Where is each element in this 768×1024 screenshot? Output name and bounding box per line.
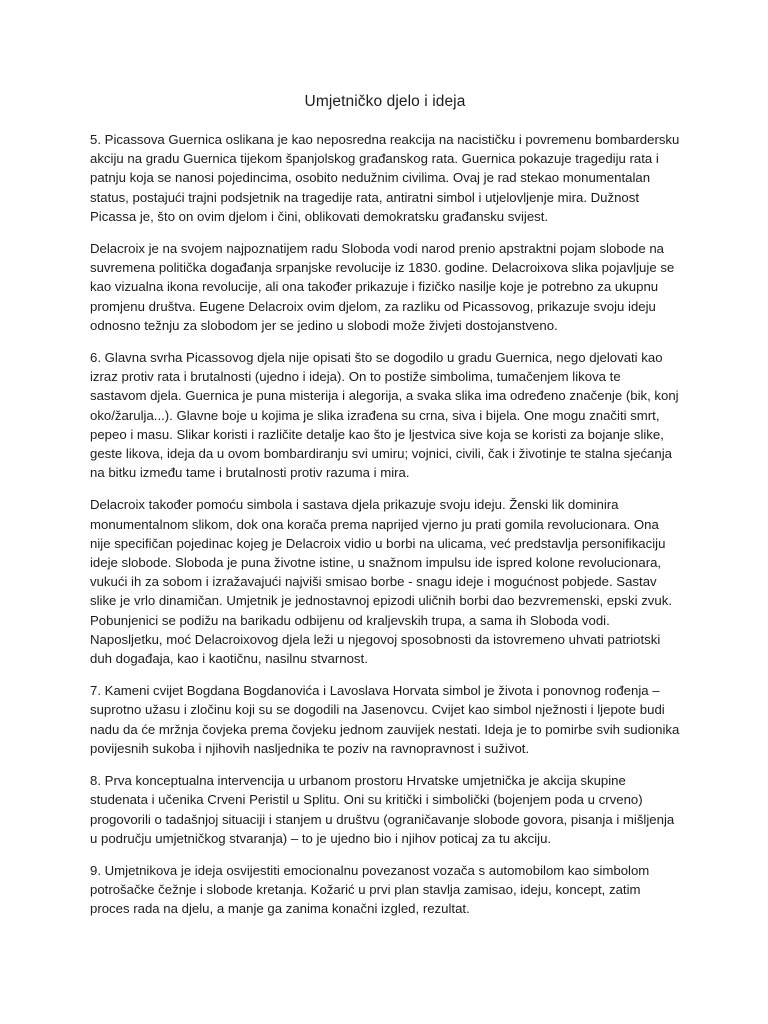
paragraph-kozaric-idea: 9. Umjetnikova je ideja osvijestiti emocionalnu povezanost vozača s automobilom kao simbolom potrošačke čežnje i slobode kretanja. Kožarić u prvi plan stavlja zamisao, ideju, koncept, zatim proces rada na djelu, a manje ga zanima konačni izgled, rezultat. <box>90 862 650 917</box>
paragraph-stone-flower: 7. Kameni cvijet Bogdana Bogdanovića i Lavoslava Horvata simbol je života i ponovnog rođenja – suprotno užasu i zločinu koji su se dogodili na Jasenovcu. Cvijet kao simbol nježnosti i ljepote budi nadu da će mržnja čovjeka prema čovjeku jednom zauvijek nestati. Ideja je to pomirbe svih sudionika povijesnih sukoba i njihovih nasljednika te poziv na ravnopravnost i suživot. <box>90 683 680 756</box>
paragraph-delacroix-symbols: Delacroix također pomoću simbola i sastava djela prikazuje svoju ideju. Ženski lik dominira monumentalnom slikom, dok ona korača prema naprijed vjerno ju prati gomila revolucionara. Ona nije specifičan pojedinac kojeg je Delacroix vidio u borbi na ulicama, već predstavlja personifikaciju ideje slobode. Sloboda je puna životne istine, u snažnom impulsu ide ispred kolone revolucionara, vukući ih za sobom i izražavajući najviši smisao borbe - snagu ideje i mogućnost pobjede. Sastav slike je vrlo dinamičan. Umjetnik je jednostavnoj epizodi uličnih borbi dao bezvremenski, epski zvuk. Pobunjenici se podižu na barikadu odbijenu od kraljevskih trupa, a sama ih Sloboda vodi. Naposljetku, moć Delacroixovog djela leži u njegovoj sposobnosti da istovremeno uhvati patriotski duh događaja, kao i kaotičnu, nasilnu stvarnost. <box>90 497 672 667</box>
paragraph-picasso-guernica-intro: 5. Picassova Guernica oslikana je kao neposredna reakcija na nacističku i povremenu bombardersku akciju na gradu Guernica tijekom španjolskog građanskog rata. Guernica pokazuje tragediju rata i patnju koja se nanosi pojedincima, osobito nedužnim civilima. Ovaj je rad stekao monumentalan status, postajući trajni podsjetnik na tragedije rata, antiratni simbol i utjelovljenje mira. Dužnost Picassa je, što on ovim djelom i čini, oblikovati demokratsku građansku svijest. <box>90 132 680 224</box>
paragraph-red-peristyle: 8. Prva konceptualna intervencija u urbanom prostoru Hrvatske umjetnička je akcija skupine studenata i učenika Crveni Peristil u Splitu. Oni su kritički i simbolički (bojenjem poda u crveno) progovorili o tadašnjoj situaciji i stanjem u društvu (ograničavanje slobode govora, pisanja i mišljenja u području umjetničkog stvaranja) – to je ujedno bio i njihov poticaj za tu akciju. <box>90 773 675 846</box>
paragraph-guernica-purpose: 6. Glavna svrha Picassovog djela nije opisati što se dogodilo u gradu Guernica, nego djelovati kao izraz protiv rata i brutalnosti (ujedno i ideja). On to postiže simbolima, tumačenjem likova te sastavom djela. Guernica je puna misterija i alegorija, a svaka slika ima određeno značenje (bik, konj oko/žarulja...). Glavne boje u kojima je slika izrađena su crna, siva i bijela. One mogu značiti smrt, pepeo i masu. Slikar koristi i različite detalje kao što je ljestvica sive koja se koristi za bojanje slike, geste likova, ideja da u ovom bombardiranju svi umiru; vojnici, civili, čak i životinje te stalna sjećanja na bitku između tame i brutalnosti protiv razuma i mira. <box>90 350 679 481</box>
document-title: Umjetničko djelo i ideja <box>304 93 466 110</box>
paragraph-delacroix-liberty-intro: Delacroix je na svojem najpoznatijem radu Sloboda vodi narod prenio apstraktni pojam slobode na suvremena politička događanja srpanjske revolucije iz 1830. godine. Delacroixova slika pojavljuje se kao vizualna ikona revolucije, ali ona također prikazuje i fizičko nasilje koje je potrebno za ukupnu promjenu društva. Eugene Delacroix ovim djelom, za razliku od Picassovog, prikazuje svoju ideju odnosno težnju za slobodom jer se jedino u slobodi može živjeti dostojanstveno. <box>90 241 675 333</box>
